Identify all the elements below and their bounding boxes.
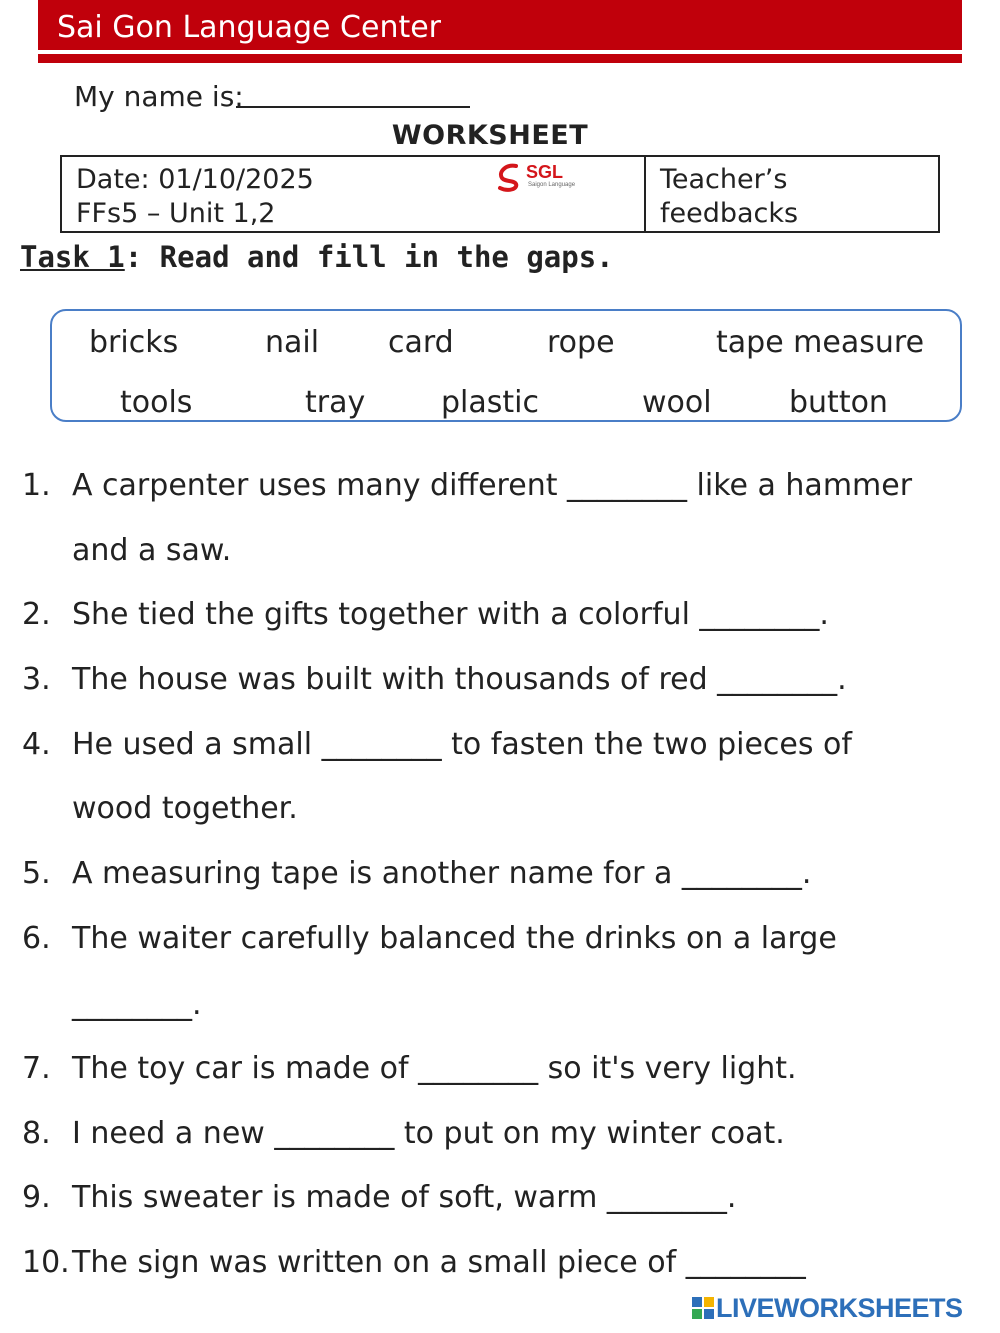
center-name: Sai Gon Language Center (57, 10, 442, 45)
liveworksheets-text: LIVEWORKSHEETS (716, 1293, 963, 1323)
header-divider (38, 54, 962, 63)
question-number: 6. (22, 921, 51, 956)
name-field[interactable] (236, 106, 470, 108)
sgl-logo-icon (494, 162, 524, 192)
question-text[interactable]: The toy car is made of ________ so it's very light. (72, 1051, 797, 1086)
question-text[interactable]: He used a small ________ to fasten the two pieces of (72, 727, 852, 762)
question-number: 5. (22, 856, 51, 891)
word-bank-item: bricks (89, 325, 179, 360)
word-bank-item: card (388, 325, 454, 360)
word-bank-item: tape measure (716, 325, 925, 360)
table-divider (644, 157, 646, 231)
word-bank-item: button (789, 385, 888, 420)
question-number: 7. (22, 1051, 51, 1086)
question-number: 8. (22, 1116, 51, 1151)
word-bank-item: wool (642, 385, 712, 420)
question-text[interactable]: A carpenter uses many different ________ like a hammer (72, 468, 913, 503)
task-label: Task 1 (20, 240, 125, 274)
liveworksheets-icon (692, 1297, 714, 1319)
question-number: 4. (22, 727, 51, 762)
word-bank-item: plastic (441, 385, 539, 420)
logo-subtext: Saigon Language (528, 182, 576, 188)
question-number: 10. (22, 1245, 70, 1280)
question-text-cont: and a saw. (72, 533, 232, 568)
date-text: Date: 01/10/2025 (76, 164, 314, 195)
question-text-cont[interactable]: ________. (72, 987, 202, 1022)
word-bank-item: tools (120, 385, 193, 420)
info-table (60, 155, 940, 233)
worksheet-title: WORKSHEET (391, 120, 589, 151)
teacher-feedback-label: Teacher’s feedbacks (660, 164, 799, 229)
name-label: My name is: (74, 80, 244, 113)
unit-text: FFs5 – Unit 1,2 (76, 198, 276, 229)
sgl-logo (494, 162, 594, 194)
logo-text: SGL (526, 162, 564, 182)
liveworksheets-logo[interactable] (692, 1293, 992, 1329)
task-instruction: : Read and fill in the gaps. (124, 240, 614, 274)
word-bank-item: rope (547, 325, 615, 360)
question-text[interactable]: A measuring tape is another name for a ________. (72, 856, 812, 891)
question-text[interactable]: She tied the gifts together with a colorful ________. (72, 597, 829, 632)
question-text[interactable]: The sign was written on a small piece of ________ (72, 1245, 806, 1280)
question-text[interactable]: The house was built with thousands of red ________. (72, 662, 847, 697)
question-text[interactable]: I need a new ________ to put on my winter coat. (72, 1116, 785, 1151)
question-number: 2. (22, 597, 51, 632)
word-bank-item: nail (265, 325, 320, 360)
question-number: 3. (22, 662, 51, 697)
question-text[interactable]: This sweater is made of soft, warm ________. (72, 1180, 737, 1215)
task-heading (20, 240, 614, 274)
question-text-cont: wood together. (72, 791, 298, 826)
question-number: 1. (22, 468, 51, 503)
word-bank-item: tray (305, 385, 366, 420)
question-text: The waiter carefully balanced the drinks on a large (72, 921, 837, 956)
word-bank (50, 309, 962, 422)
question-number: 9. (22, 1180, 51, 1215)
